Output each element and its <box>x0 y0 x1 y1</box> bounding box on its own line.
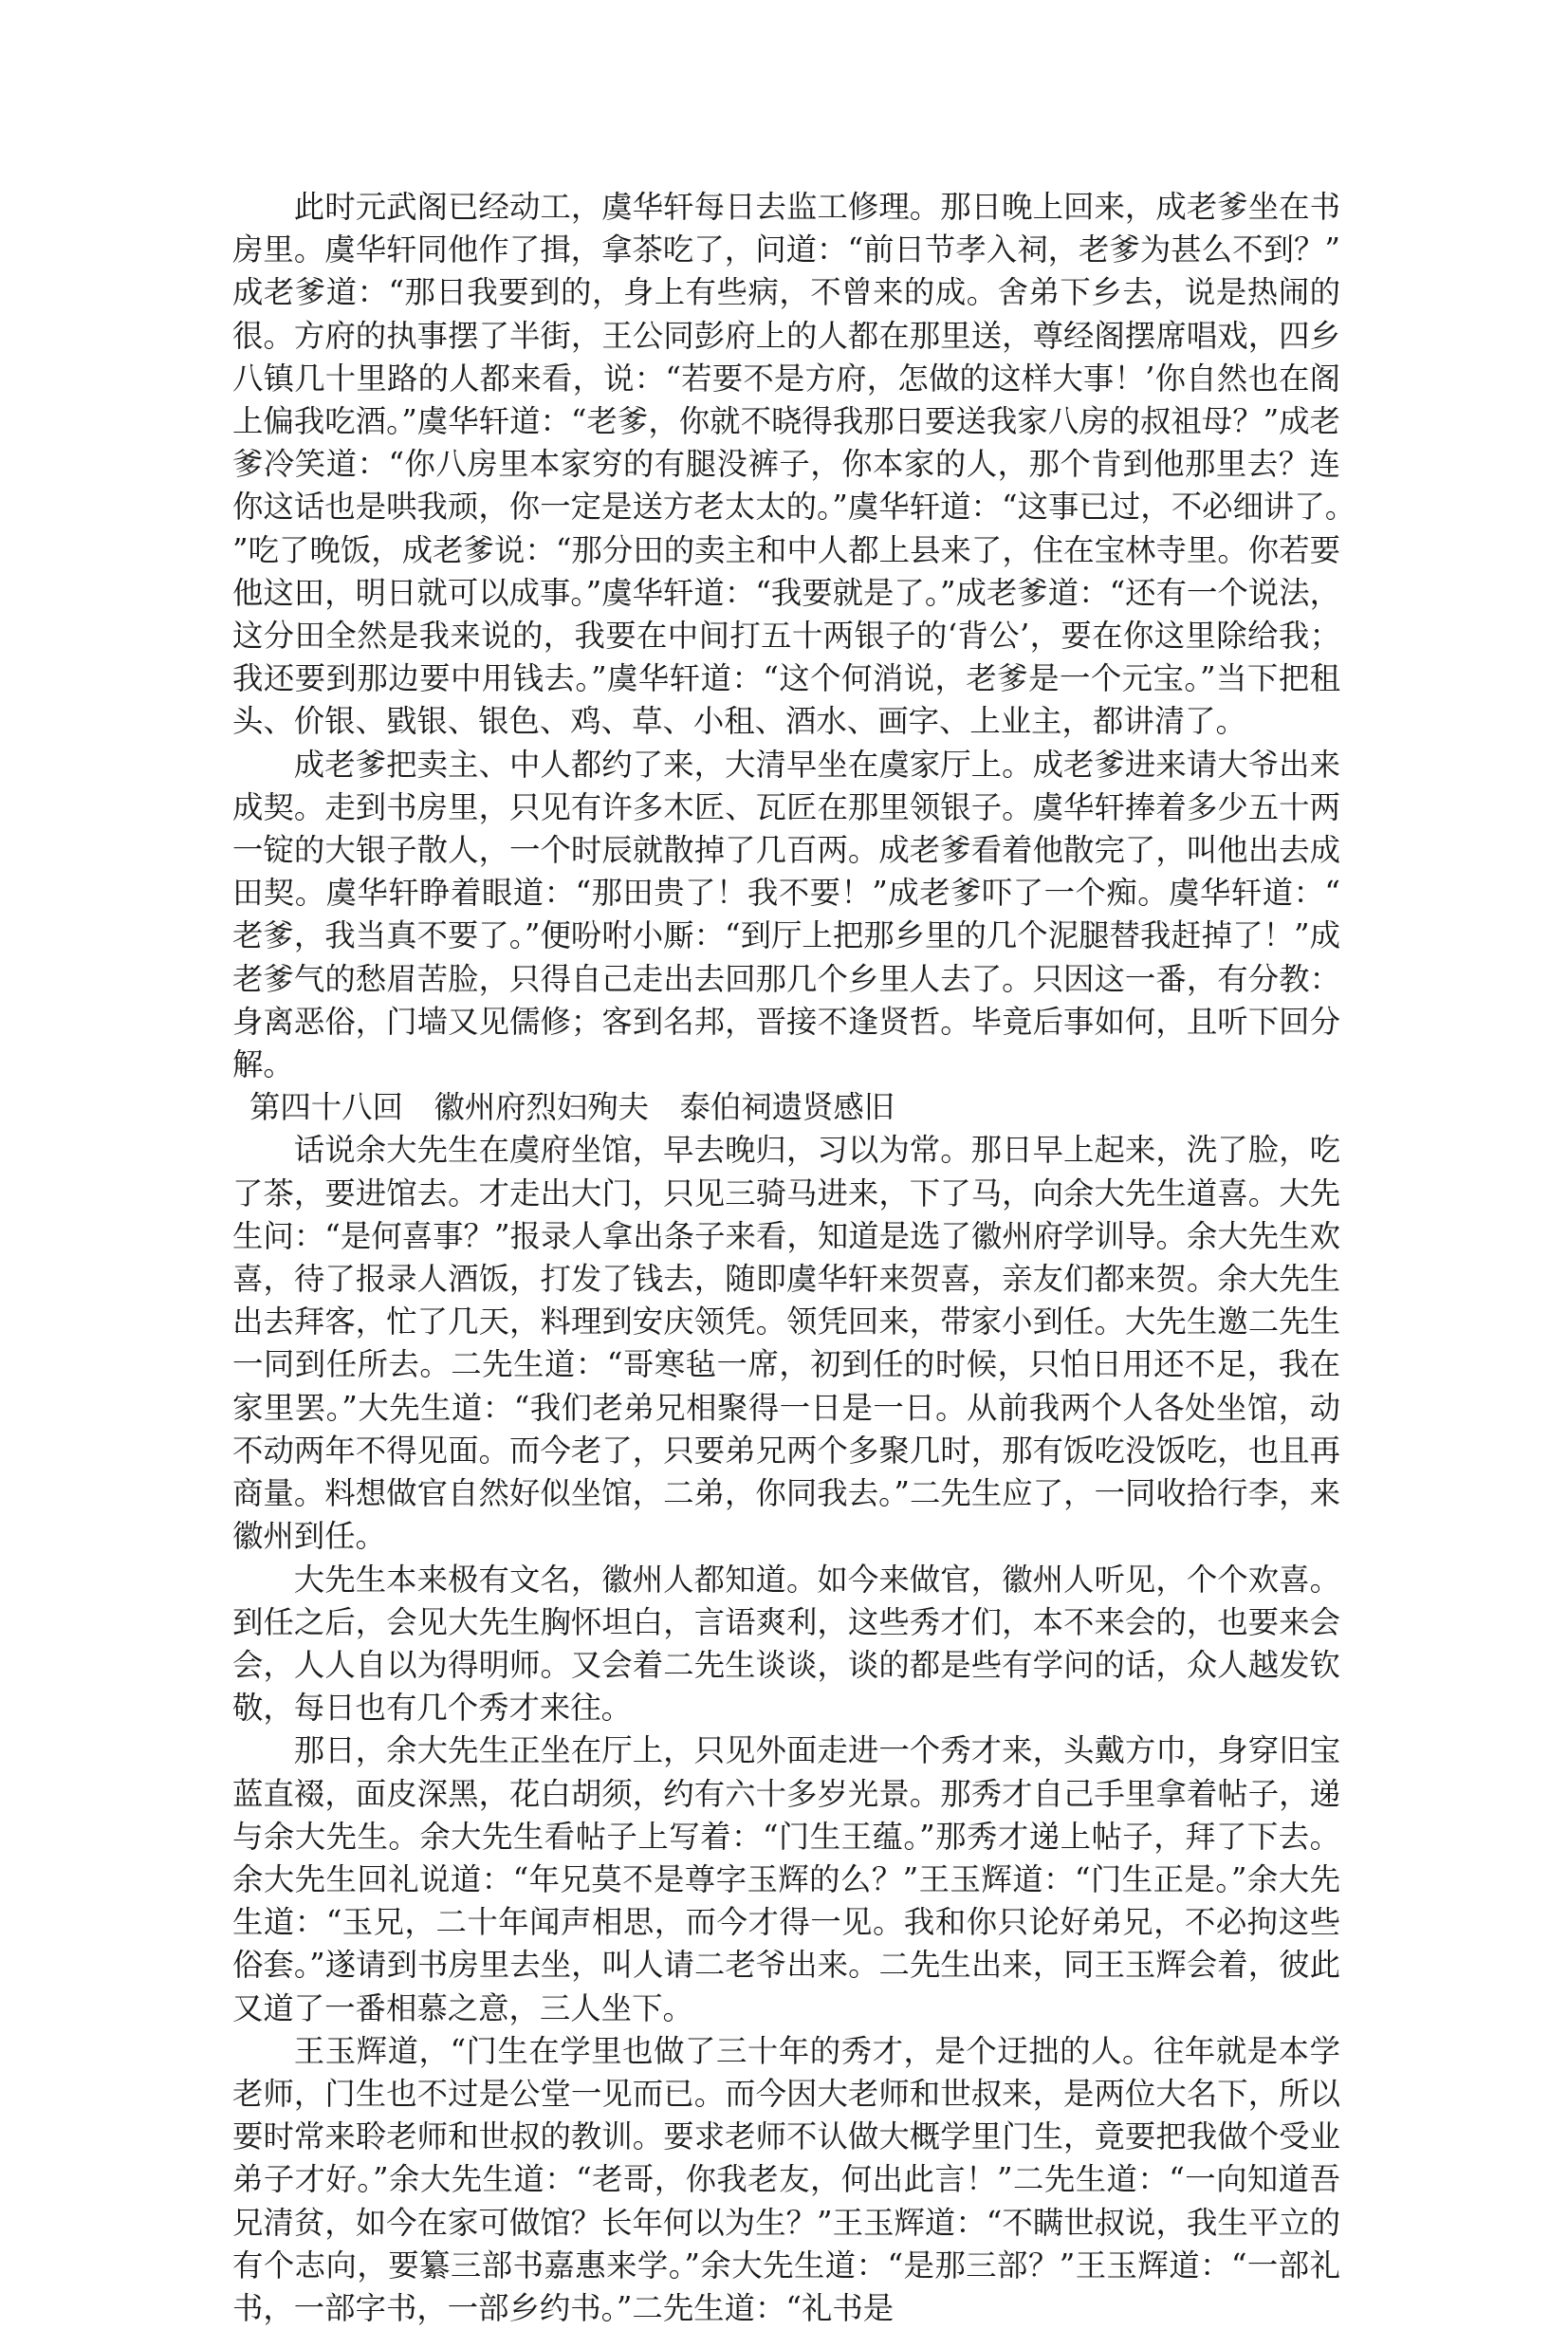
document-page <box>232 186 1340 2330</box>
paragraph-reputation: 大先生本来极有文名，徽州人都知道。如今来做官，徽州人听见，个个欢喜。到任之后，会见大先生胸怀坦白，言语爽利，这些秀才们，本不来会的，也要来会会，人人自以为得明师。又会着二先生谈谈，谈的都是些有学问的话，众人越发钦敬，每日也有几个秀才来往。 <box>232 1561 1340 1727</box>
chapter-title: 第四十八回 徽州府烈妇殉夫 泰伯祠遗贤感旧 <box>249 1089 895 1126</box>
paragraph-appointment: 话说余大先生在虞府坐馆，早去晚归，习以为常。那日早上起来，洗了脸，吃了茶，要进馆去。才走出大门，只见三骑马进来，下了马，向余大先生道喜。大先生问：“是何喜事？”报录人拿出条子来看，知道是选了徽州府学训导。余大先生欢喜，待了报录人酒饭，打发了钱去，随即虞华轩来贺喜，亲友们都来贺。余大先生出去拜客，忙了几天，料理到安庆领凭。领凭回来，带家小到任。大先生邀二先生一同到任所去。二先生道：“哥寒毡一席，初到任的时候，只怕日用还不足，我在家里罢。”大先生道：“我们老弟兄相聚得一日是一日。从前我两个人各处坐馆，动不动两年不得见面。而今老了，只要弟兄两个多聚几时，那有饭吃没饭吃，也且再商量。料想做官自然好似坐馆，二弟，你同我去。”二先生应了，一同收拾行李，来徽州到任。 <box>232 1132 1340 1555</box>
paragraph-wang-yuhui-books: 王玉辉道，“门生在学里也做了三十年的秀才，是个迂拙的人。往年就是本学老师，门生也不过是公堂一见而已。而今因大老师和世叔来，是两位大名下，所以要时常来聆老师和世叔的教训。要求老师不认做大概学里门生，竟要把我做个受业弟子才好。”余大先生道：“老哥，你我老友，何出此言！”二先生道：“一向知道吾兄清贫，如今在家可做馆？长年何以为生？”王玉辉道：“不瞒世叔说，我生平立的有个志向，要纂三部书嘉惠来学。”余大先生道：“是那三部？”王玉辉道：“一部礼书，一部字书，一部乡约书。”二先生道：“礼书是 <box>232 2032 1340 2326</box>
paragraph-yuanwu-pavilion: 此时元武阁已经动工，虞华轩每日去监工修理。那日晚上回来，成老爹坐在书房里。虞华轩同他作了揖，拿茶吃了，问道：“前日节孝入祠，老爹为甚么不到？”成老爹道：“那日我要到的，身上有些病，不曾来的成。舍弟下乡去，说是热闹的很。方府的执事摆了半街，王公同彭府上的人都在那里送，尊经阁摆席唱戏，四乡八镇几十里路的人都来看，说：“若要不是方府，怎做的这样大事！’你自然也在阁上偏我吃酒。”虞华轩道：“老爹，你就不晓得我那日要送我家八房的叔祖母？”成老爹冷笑道：“你八房里本家穷的有腿没裤子，你本家的人，那个肯到他那里去？连你这话也是哄我顽，你一定是送方老太太的。”虞华轩道：“这事已过，不必细讲了。”吃了晚饭，成老爹说：“那分田的卖主和中人都上县来了，住在宝林寺里。你若要他这田，明日就可以成事。”虞华轩道：“我要就是了。”成老爹道：“还有一个说法，这分田全然是我来说的，我要在中间打五十两银子的‘背公’，要在你这里除给我；我还要到那边要中用钱去。”虞华轩道：“这个何消说，老爹是一个元宝。”当下把租头、价银、戥银、银色、鸡、草、小租、酒水、画字、上业主，都讲清了。 <box>232 189 1340 740</box>
paragraph-wang-yuhui-visit: 那日，余大先生正坐在厅上，只见外面走进一个秀才来，头戴方巾，身穿旧宝蓝直裰，面皮深黑，花白胡须，约有六十多岁光景。那秀才自己手里拿着帖子，递与余大先生。余大先生看帖子上写着：“门生王蕴。”那秀才递上帖子，拜了下去。余大先生回礼说道：“年兄莫不是尊字玉辉的么？”王玉辉道：“门生正是。”余大先生道：“玉兄，二十年闻声相思，而今才得一见。我和你只论好弟兄，不必拘这些俗套。”遂请到书房里去坐，叫人请二老爷出来。二先生出来，同王玉辉会着，彼此又道了一番相慕之意，三人坐下。 <box>232 1732 1340 2026</box>
paragraph-land-deed: 成老爹把卖主、中人都约了来，大清早坐在虞家厅上。成老爹进来请大爷出来成契。走到书房里，只见有许多木匠、瓦匠在那里领银子。虞华轩捧着多少五十两一锭的大银子散人，一个时辰就散掉了几百两。成老爹看着他散完了，叫他出去成田契。虞华轩睁着眼道：“那田贵了！我不要！”成老爹吓了一个痴。虞华轩道：“老爹，我当真不要了。”便吩咐小厮：“到厅上把那乡里的几个泥腿替我赶掉了！”成老爹气的愁眉苦脸，只得自己走出去回那几个乡里人去了。只因这一番，有分教：身离恶俗，门墙又见儒修；客到名邦，晋接不逢贤哲。毕竟后事如何，且听下回分解。 <box>232 746 1340 1083</box>
